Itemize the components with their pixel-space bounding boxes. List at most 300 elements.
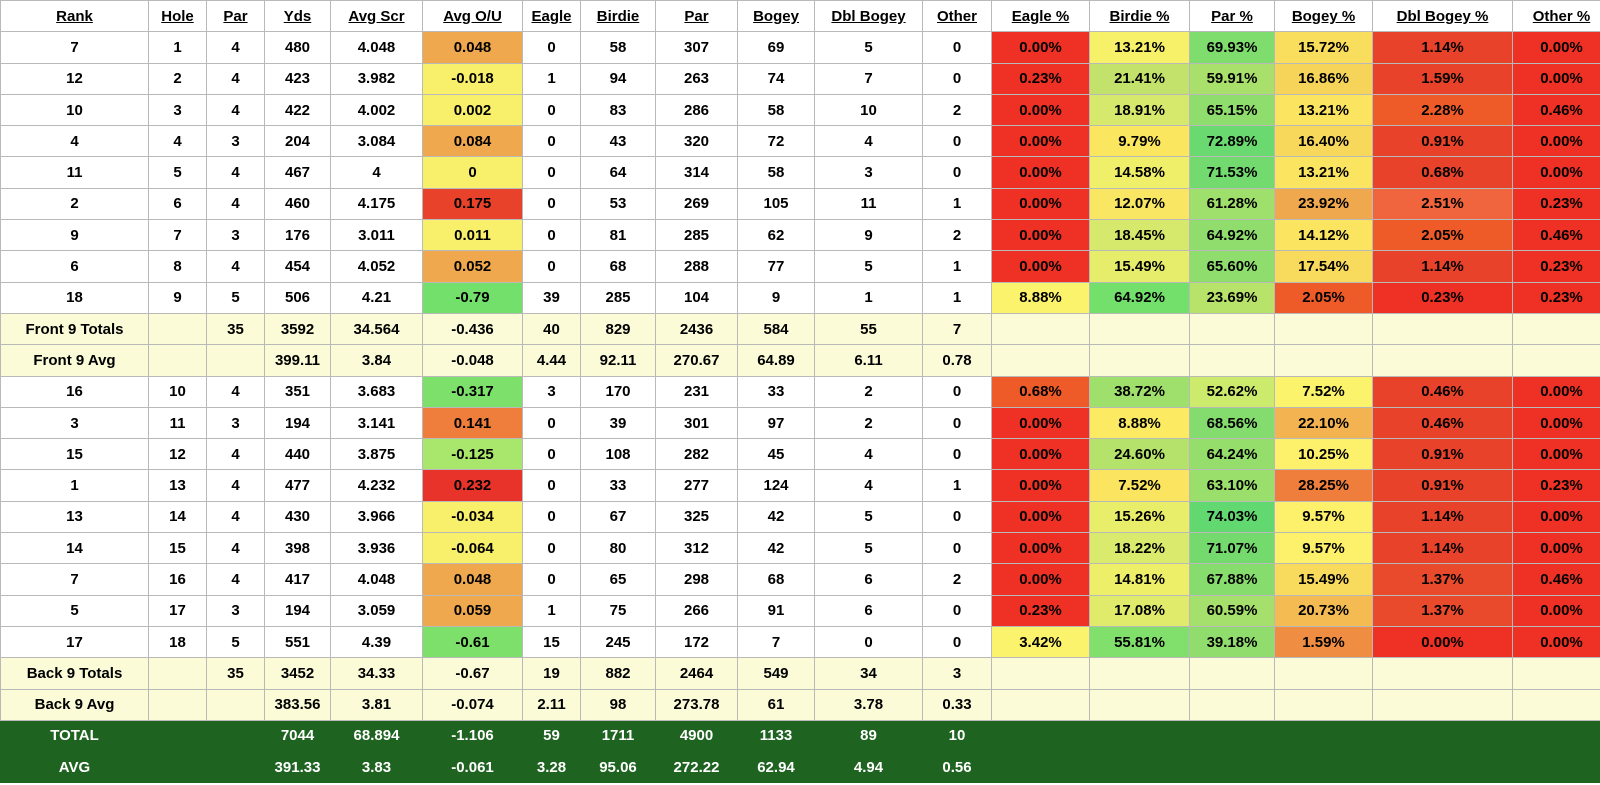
cell-par bbox=[1190, 658, 1275, 689]
cell-dbl-bogey: 0.46% bbox=[1373, 407, 1513, 438]
cell-bogey: 68 bbox=[738, 564, 815, 595]
cell-par: 307 bbox=[656, 32, 738, 63]
cell-other: 0 bbox=[923, 63, 992, 94]
cell-avg-scr: 3.059 bbox=[331, 595, 423, 626]
cell-hole bbox=[149, 720, 207, 751]
cell-par bbox=[207, 689, 265, 720]
cell-avg-o-u: -0.317 bbox=[423, 376, 523, 407]
cell-rank: Back 9 Avg bbox=[1, 689, 149, 720]
cell-dbl-bogey: 5 bbox=[815, 533, 923, 564]
cell-avg-o-u: 0.084 bbox=[423, 126, 523, 157]
cell-avg-scr: 3.011 bbox=[331, 220, 423, 251]
cell-par: 270.67 bbox=[656, 345, 738, 376]
cell-other: 0.00% bbox=[1513, 63, 1600, 94]
cell-rank: 2 bbox=[1, 188, 149, 219]
column-header-other[interactable]: Other bbox=[923, 1, 992, 32]
cell-other: 0.23% bbox=[1513, 251, 1600, 282]
cell-bogey: 1133 bbox=[738, 720, 815, 751]
cell-par: 288 bbox=[656, 251, 738, 282]
cell-eagle bbox=[992, 658, 1090, 689]
cell-yds: 454 bbox=[265, 251, 331, 282]
cell-dbl-bogey: 4 bbox=[815, 470, 923, 501]
cell-other: 1 bbox=[923, 470, 992, 501]
cell-dbl-bogey: 0.91% bbox=[1373, 470, 1513, 501]
cell-par: 4900 bbox=[656, 720, 738, 751]
cell-par: 69.93% bbox=[1190, 32, 1275, 63]
cell-other: 0.23% bbox=[1513, 188, 1600, 219]
cell-eagle: 0 bbox=[523, 220, 581, 251]
cell-par: 285 bbox=[656, 220, 738, 251]
cell-other: 0.23% bbox=[1513, 282, 1600, 313]
cell-eagle: 40 bbox=[523, 313, 581, 344]
cell-birdie: 24.60% bbox=[1090, 439, 1190, 470]
cell-birdie: 75 bbox=[581, 595, 656, 626]
cell-avg-o-u: 0.011 bbox=[423, 220, 523, 251]
cell-yds: 422 bbox=[265, 94, 331, 125]
cell-other: 0.46% bbox=[1513, 220, 1600, 251]
cell-par: 172 bbox=[656, 626, 738, 657]
cell-eagle: 8.88% bbox=[992, 282, 1090, 313]
cell-bogey: 9 bbox=[738, 282, 815, 313]
cell-hole bbox=[149, 345, 207, 376]
cell-other: 0.00% bbox=[1513, 501, 1600, 532]
cell-avg-scr: 3.875 bbox=[331, 439, 423, 470]
cell-par: 282 bbox=[656, 439, 738, 470]
cell-hole: 14 bbox=[149, 501, 207, 532]
column-header-other[interactable]: Other % bbox=[1513, 1, 1600, 32]
table-body bbox=[1, 32, 1600, 783]
cell-eagle: 59 bbox=[523, 720, 581, 751]
cell-yds: 477 bbox=[265, 470, 331, 501]
cell-par: 65.15% bbox=[1190, 94, 1275, 125]
cell-dbl-bogey: 1 bbox=[815, 282, 923, 313]
cell-yds: 351 bbox=[265, 376, 331, 407]
summary-row bbox=[1, 658, 1600, 689]
column-header-par[interactable]: Par bbox=[656, 1, 738, 32]
cell-dbl-bogey: 6 bbox=[815, 564, 923, 595]
cell-yds: 467 bbox=[265, 157, 331, 188]
cell-rank: 16 bbox=[1, 376, 149, 407]
cell-birdie: 14.58% bbox=[1090, 157, 1190, 188]
cell-eagle: 1 bbox=[523, 595, 581, 626]
cell-par: 74.03% bbox=[1190, 501, 1275, 532]
cell-eagle: 3 bbox=[523, 376, 581, 407]
cell-eagle: 0 bbox=[523, 407, 581, 438]
cell-eagle: 2.11 bbox=[523, 689, 581, 720]
cell-dbl-bogey bbox=[1373, 752, 1513, 783]
cell-eagle: 0.00% bbox=[992, 564, 1090, 595]
cell-par: 231 bbox=[656, 376, 738, 407]
cell-par: 104 bbox=[656, 282, 738, 313]
cell-avg-scr: 4.002 bbox=[331, 94, 423, 125]
cell-rank: Front 9 Avg bbox=[1, 345, 149, 376]
cell-bogey: 77 bbox=[738, 251, 815, 282]
cell-eagle: 0.00% bbox=[992, 251, 1090, 282]
cell-dbl-bogey: 4 bbox=[815, 439, 923, 470]
cell-yds: 423 bbox=[265, 63, 331, 94]
cell-eagle: 0.00% bbox=[992, 220, 1090, 251]
column-header-hole[interactable]: Hole bbox=[149, 1, 207, 32]
cell-avg-o-u: 0.048 bbox=[423, 32, 523, 63]
cell-par: 68.56% bbox=[1190, 407, 1275, 438]
cell-eagle: 0.68% bbox=[992, 376, 1090, 407]
cell-par: 4 bbox=[207, 188, 265, 219]
total-row bbox=[1, 752, 1600, 783]
cell-other: 0.78 bbox=[923, 345, 992, 376]
cell-yds: 3452 bbox=[265, 658, 331, 689]
cell-eagle: 19 bbox=[523, 658, 581, 689]
cell-other: 2 bbox=[923, 564, 992, 595]
cell-yds: 480 bbox=[265, 32, 331, 63]
cell-eagle: 0 bbox=[523, 439, 581, 470]
cell-bogey: 64.89 bbox=[738, 345, 815, 376]
cell-birdie: 21.41% bbox=[1090, 63, 1190, 94]
cell-bogey: 33 bbox=[738, 376, 815, 407]
column-header-birdie[interactable]: Birdie bbox=[581, 1, 656, 32]
cell-birdie: 83 bbox=[581, 94, 656, 125]
cell-eagle: 0.23% bbox=[992, 63, 1090, 94]
cell-bogey: 62.94 bbox=[738, 752, 815, 783]
cell-other: 0 bbox=[923, 501, 992, 532]
cell-eagle: 0.00% bbox=[992, 126, 1090, 157]
cell-birdie: 7.52% bbox=[1090, 470, 1190, 501]
cell-birdie: 12.07% bbox=[1090, 188, 1190, 219]
cell-rank: 4 bbox=[1, 126, 149, 157]
cell-par: 4 bbox=[207, 32, 265, 63]
cell-birdie: 1711 bbox=[581, 720, 656, 751]
cell-eagle: 0.00% bbox=[992, 439, 1090, 470]
cell-birdie: 64.92% bbox=[1090, 282, 1190, 313]
cell-rank: 13 bbox=[1, 501, 149, 532]
cell-bogey: 62 bbox=[738, 220, 815, 251]
cell-dbl-bogey: 5 bbox=[815, 501, 923, 532]
cell-other: 0 bbox=[923, 595, 992, 626]
cell-par: 4 bbox=[207, 501, 265, 532]
column-header-eagle[interactable]: Eagle bbox=[523, 1, 581, 32]
cell-rank: 17 bbox=[1, 626, 149, 657]
cell-hole: 1 bbox=[149, 32, 207, 63]
cell-eagle bbox=[992, 313, 1090, 344]
cell-yds: 506 bbox=[265, 282, 331, 313]
column-header-eagle[interactable]: Eagle % bbox=[992, 1, 1090, 32]
cell-hole: 6 bbox=[149, 188, 207, 219]
cell-dbl-bogey: 1.14% bbox=[1373, 501, 1513, 532]
cell-avg-o-u: 0.059 bbox=[423, 595, 523, 626]
column-header-avg-scr[interactable]: Avg Scr bbox=[331, 1, 423, 32]
cell-hole: 7 bbox=[149, 220, 207, 251]
cell-bogey: 23.92% bbox=[1275, 188, 1373, 219]
cell-other: 7 bbox=[923, 313, 992, 344]
cell-rank: Front 9 Totals bbox=[1, 313, 149, 344]
cell-bogey: 16.40% bbox=[1275, 126, 1373, 157]
table-row bbox=[1, 407, 1600, 438]
cell-par: 3 bbox=[207, 126, 265, 157]
cell-other bbox=[1513, 658, 1600, 689]
cell-avg-scr: 3.683 bbox=[331, 376, 423, 407]
cell-eagle: 0.00% bbox=[992, 501, 1090, 532]
cell-avg-scr: 4.232 bbox=[331, 470, 423, 501]
cell-other: 0.46% bbox=[1513, 564, 1600, 595]
cell-par bbox=[207, 752, 265, 783]
cell-avg-o-u: -0.074 bbox=[423, 689, 523, 720]
cell-par bbox=[1190, 752, 1275, 783]
cell-birdie: 18.45% bbox=[1090, 220, 1190, 251]
cell-other bbox=[1513, 313, 1600, 344]
column-header-bogey[interactable]: Bogey % bbox=[1275, 1, 1373, 32]
cell-other: 3 bbox=[923, 658, 992, 689]
cell-eagle: 0.00% bbox=[992, 157, 1090, 188]
cell-avg-o-u: -0.79 bbox=[423, 282, 523, 313]
cell-bogey bbox=[1275, 689, 1373, 720]
cell-avg-o-u: 0.175 bbox=[423, 188, 523, 219]
column-header-dbl-bogey[interactable]: Dbl Bogey % bbox=[1373, 1, 1513, 32]
cell-hole: 9 bbox=[149, 282, 207, 313]
cell-eagle: 39 bbox=[523, 282, 581, 313]
cell-par: 314 bbox=[656, 157, 738, 188]
column-header-birdie[interactable]: Birdie % bbox=[1090, 1, 1190, 32]
cell-birdie bbox=[1090, 658, 1190, 689]
column-header-rank[interactable]: Rank bbox=[1, 1, 149, 32]
cell-par: 4 bbox=[207, 533, 265, 564]
table-row bbox=[1, 157, 1600, 188]
cell-other: 0 bbox=[923, 533, 992, 564]
table-row bbox=[1, 188, 1600, 219]
cell-other: 0.00% bbox=[1513, 439, 1600, 470]
cell-rank: AVG bbox=[1, 752, 149, 783]
cell-par bbox=[207, 720, 265, 751]
cell-birdie: 17.08% bbox=[1090, 595, 1190, 626]
cell-birdie: 8.88% bbox=[1090, 407, 1190, 438]
cell-other: 0 bbox=[923, 157, 992, 188]
cell-par: 269 bbox=[656, 188, 738, 219]
cell-birdie: 245 bbox=[581, 626, 656, 657]
cell-par bbox=[1190, 720, 1275, 751]
cell-bogey: 7 bbox=[738, 626, 815, 657]
cell-avg-o-u: -0.018 bbox=[423, 63, 523, 94]
table-row bbox=[1, 126, 1600, 157]
cell-par: 325 bbox=[656, 501, 738, 532]
cell-par: 286 bbox=[656, 94, 738, 125]
cell-bogey: 58 bbox=[738, 157, 815, 188]
cell-avg-scr: 4.048 bbox=[331, 32, 423, 63]
cell-bogey bbox=[1275, 720, 1373, 751]
cell-birdie: 829 bbox=[581, 313, 656, 344]
cell-avg-o-u: -0.436 bbox=[423, 313, 523, 344]
cell-birdie: 39 bbox=[581, 407, 656, 438]
cell-bogey: 15.72% bbox=[1275, 32, 1373, 63]
cell-dbl-bogey bbox=[1373, 313, 1513, 344]
cell-bogey: 22.10% bbox=[1275, 407, 1373, 438]
cell-yds: 3592 bbox=[265, 313, 331, 344]
cell-avg-scr: 3.84 bbox=[331, 345, 423, 376]
cell-dbl-bogey: 89 bbox=[815, 720, 923, 751]
cell-dbl-bogey: 0.00% bbox=[1373, 626, 1513, 657]
table-row bbox=[1, 376, 1600, 407]
cell-bogey: 1.59% bbox=[1275, 626, 1373, 657]
cell-avg-o-u: 0.052 bbox=[423, 251, 523, 282]
cell-avg-scr: 4 bbox=[331, 157, 423, 188]
cell-other: 0.00% bbox=[1513, 595, 1600, 626]
cell-par: 301 bbox=[656, 407, 738, 438]
table-row bbox=[1, 220, 1600, 251]
cell-eagle: 0.00% bbox=[992, 470, 1090, 501]
cell-other: 10 bbox=[923, 720, 992, 751]
cell-par: 4 bbox=[207, 470, 265, 501]
table-row bbox=[1, 282, 1600, 313]
cell-par bbox=[1190, 313, 1275, 344]
cell-birdie: 65 bbox=[581, 564, 656, 595]
cell-eagle: 0.23% bbox=[992, 595, 1090, 626]
cell-par: 263 bbox=[656, 63, 738, 94]
cell-avg-scr: 3.084 bbox=[331, 126, 423, 157]
cell-hole: 16 bbox=[149, 564, 207, 595]
cell-bogey: 14.12% bbox=[1275, 220, 1373, 251]
column-header-avg-o-u[interactable]: Avg O/U bbox=[423, 1, 523, 32]
cell-yds: 398 bbox=[265, 533, 331, 564]
cell-eagle bbox=[992, 345, 1090, 376]
cell-yds: 176 bbox=[265, 220, 331, 251]
table-row bbox=[1, 626, 1600, 657]
cell-avg-o-u: -0.61 bbox=[423, 626, 523, 657]
cell-bogey: 10.25% bbox=[1275, 439, 1373, 470]
cell-par: 312 bbox=[656, 533, 738, 564]
cell-other: 0 bbox=[923, 376, 992, 407]
cell-bogey: 584 bbox=[738, 313, 815, 344]
cell-other: 1 bbox=[923, 251, 992, 282]
cell-avg-o-u: 0.002 bbox=[423, 94, 523, 125]
cell-par: 277 bbox=[656, 470, 738, 501]
column-header-yds[interactable]: Yds bbox=[265, 1, 331, 32]
cell-rank: 15 bbox=[1, 439, 149, 470]
cell-bogey: 72 bbox=[738, 126, 815, 157]
cell-eagle: 0 bbox=[523, 126, 581, 157]
cell-par: 23.69% bbox=[1190, 282, 1275, 313]
cell-dbl-bogey: 0.46% bbox=[1373, 376, 1513, 407]
cell-birdie: 43 bbox=[581, 126, 656, 157]
cell-eagle: 15 bbox=[523, 626, 581, 657]
cell-bogey bbox=[1275, 313, 1373, 344]
cell-birdie: 80 bbox=[581, 533, 656, 564]
cell-avg-o-u: -0.67 bbox=[423, 658, 523, 689]
column-header-bogey[interactable]: Bogey bbox=[738, 1, 815, 32]
cell-other: 0.33 bbox=[923, 689, 992, 720]
cell-bogey: 61 bbox=[738, 689, 815, 720]
cell-dbl-bogey: 3 bbox=[815, 157, 923, 188]
cell-avg-scr: 4.048 bbox=[331, 564, 423, 595]
cell-hole bbox=[149, 658, 207, 689]
cell-avg-o-u: 0 bbox=[423, 157, 523, 188]
cell-birdie: 67 bbox=[581, 501, 656, 532]
cell-dbl-bogey: 11 bbox=[815, 188, 923, 219]
cell-yds: 204 bbox=[265, 126, 331, 157]
cell-dbl-bogey: 10 bbox=[815, 94, 923, 125]
cell-par: 59.91% bbox=[1190, 63, 1275, 94]
cell-bogey: 58 bbox=[738, 94, 815, 125]
cell-avg-o-u: -0.061 bbox=[423, 752, 523, 783]
cell-bogey bbox=[1275, 752, 1373, 783]
table-row bbox=[1, 501, 1600, 532]
table-row bbox=[1, 439, 1600, 470]
cell-birdie: 64 bbox=[581, 157, 656, 188]
cell-hole: 3 bbox=[149, 94, 207, 125]
cell-par: 39.18% bbox=[1190, 626, 1275, 657]
cell-bogey: 549 bbox=[738, 658, 815, 689]
cell-birdie: 58 bbox=[581, 32, 656, 63]
cell-bogey: 28.25% bbox=[1275, 470, 1373, 501]
cell-dbl-bogey: 5 bbox=[815, 251, 923, 282]
cell-hole: 15 bbox=[149, 533, 207, 564]
cell-par: 60.59% bbox=[1190, 595, 1275, 626]
cell-birdie: 94 bbox=[581, 63, 656, 94]
header-row bbox=[1, 1, 1600, 32]
cell-rank: 5 bbox=[1, 595, 149, 626]
cell-par: 5 bbox=[207, 626, 265, 657]
cell-birdie: 81 bbox=[581, 220, 656, 251]
column-header-par[interactable]: Par bbox=[207, 1, 265, 32]
cell-rank: 7 bbox=[1, 32, 149, 63]
cell-avg-scr: 4.175 bbox=[331, 188, 423, 219]
cell-other: 0 bbox=[923, 126, 992, 157]
cell-other: 0.00% bbox=[1513, 533, 1600, 564]
cell-other: 1 bbox=[923, 188, 992, 219]
cell-rank: TOTAL bbox=[1, 720, 149, 751]
table-header bbox=[1, 1, 1600, 32]
cell-avg-o-u: 0.232 bbox=[423, 470, 523, 501]
cell-dbl-bogey: 9 bbox=[815, 220, 923, 251]
cell-other bbox=[1513, 345, 1600, 376]
cell-eagle bbox=[992, 720, 1090, 751]
cell-birdie: 170 bbox=[581, 376, 656, 407]
cell-bogey bbox=[1275, 658, 1373, 689]
cell-yds: 7044 bbox=[265, 720, 331, 751]
cell-dbl-bogey: 7 bbox=[815, 63, 923, 94]
cell-par: 4 bbox=[207, 63, 265, 94]
cell-bogey: 13.21% bbox=[1275, 157, 1373, 188]
cell-dbl-bogey: 2 bbox=[815, 407, 923, 438]
cell-hole: 4 bbox=[149, 126, 207, 157]
column-header-par[interactable]: Par % bbox=[1190, 1, 1275, 32]
cell-eagle: 1 bbox=[523, 63, 581, 94]
cell-bogey: 105 bbox=[738, 188, 815, 219]
cell-eagle: 0.00% bbox=[992, 94, 1090, 125]
cell-birdie: 285 bbox=[581, 282, 656, 313]
cell-avg-scr: 3.936 bbox=[331, 533, 423, 564]
cell-eagle: 0 bbox=[523, 533, 581, 564]
cell-par: 35 bbox=[207, 658, 265, 689]
cell-dbl-bogey: 0 bbox=[815, 626, 923, 657]
cell-yds: 440 bbox=[265, 439, 331, 470]
cell-par: 2464 bbox=[656, 658, 738, 689]
summary-row bbox=[1, 345, 1600, 376]
cell-other: 0.00% bbox=[1513, 157, 1600, 188]
cell-eagle: 0 bbox=[523, 564, 581, 595]
cell-bogey bbox=[1275, 345, 1373, 376]
cell-other: 0.56 bbox=[923, 752, 992, 783]
cell-par: 64.24% bbox=[1190, 439, 1275, 470]
cell-birdie: 53 bbox=[581, 188, 656, 219]
cell-eagle: 0 bbox=[523, 501, 581, 532]
cell-avg-scr: 4.21 bbox=[331, 282, 423, 313]
cell-hole: 5 bbox=[149, 157, 207, 188]
cell-other: 2 bbox=[923, 94, 992, 125]
summary-row bbox=[1, 313, 1600, 344]
column-header-dbl-bogey[interactable]: Dbl Bogey bbox=[815, 1, 923, 32]
cell-dbl-bogey: 0.91% bbox=[1373, 126, 1513, 157]
cell-dbl-bogey: 2.51% bbox=[1373, 188, 1513, 219]
cell-birdie: 9.79% bbox=[1090, 126, 1190, 157]
cell-par: 65.60% bbox=[1190, 251, 1275, 282]
cell-yds: 399.11 bbox=[265, 345, 331, 376]
